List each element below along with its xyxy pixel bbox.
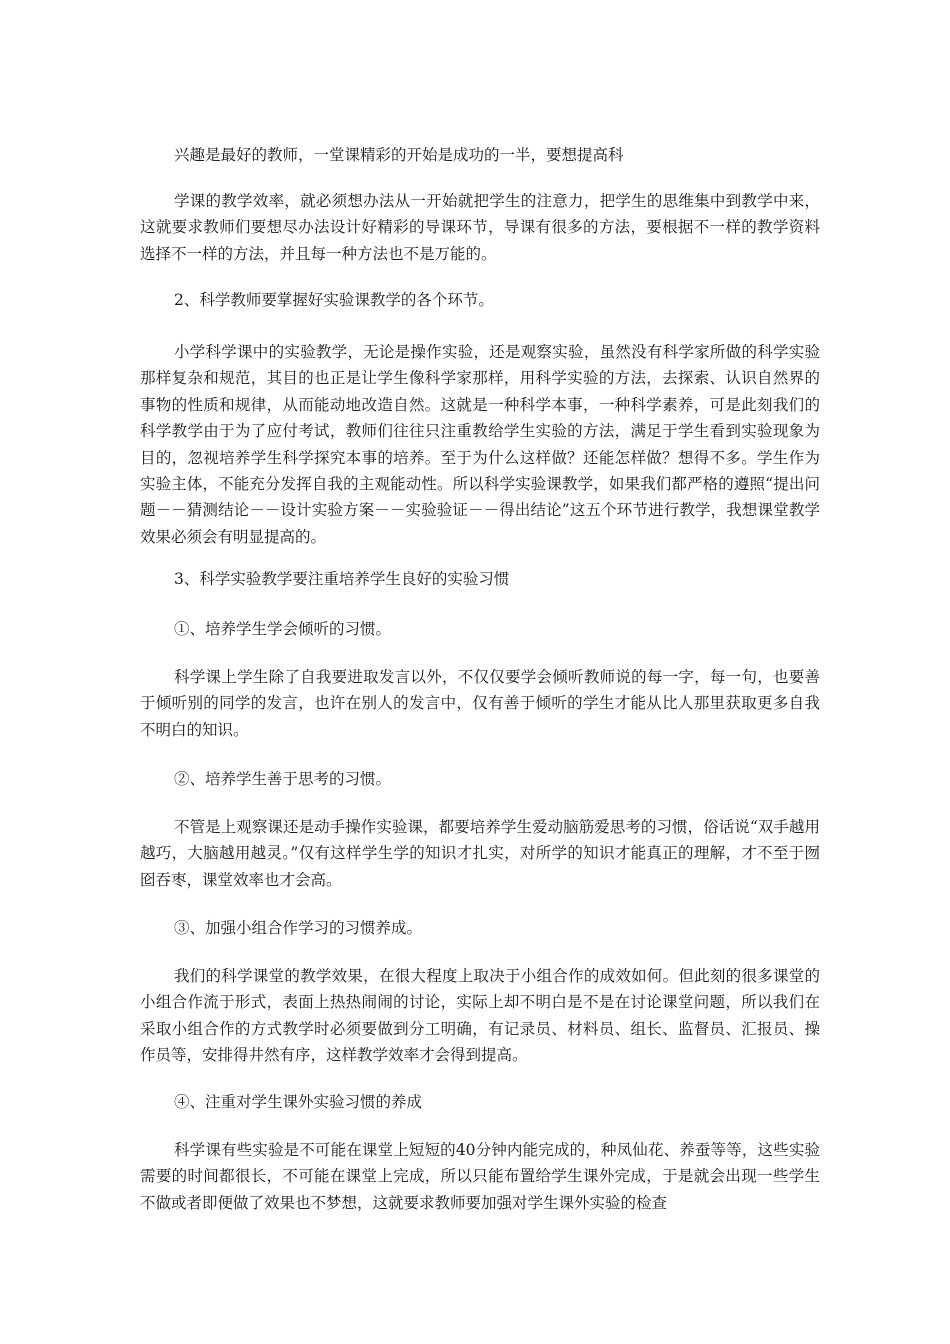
- paragraph-listening-habit: 科学课上学生除了自我要进取发言以外，不仅仅要学会倾听教师说的每一字，每一句，也要善于倾听别的同学的发言，也许在别人的发言中，仅有善于倾听的学生才能从比人那里获取更多自我不明白的知识。: [140, 668, 820, 739]
- paragraph-group-cooperation: 我们的科学课堂的教学效果，在很大程度上取决于小组合作的成效如何。但此刻的很多课堂的小组合作流于形式，表面上热热闹闹的讨论，实际上却不明白是不是在讨论课堂问题，所以我们在采取小组合作的方式教学时必须要做到分工明确，有记录员、材料员、组长、监督员、汇报员、操作员等，安排得井然有序，这样教学效率才会得到提高。: [140, 967, 820, 1065]
- paragraph-experiment-teaching: 小学科学课中的实验教学，无论是操作实验，还是观察实验，虽然没有科学家所做的科学实验那样复杂和规范，其目的也正是让学生像科学家那样，用科学实验的方法，去探索、认识自然界的事物的性质和规律，从而能动地改造自然。这就是一种科学本事，一种科学素养，可是此刻我们的科学教学由于为了应付考试，教师们往往只注重教给学生实验的方法，满足于学生看到实验现象为目的，忽视培养学生科学探究本事的培养。至于为什么这样做？还能怎样做？想得不多。学生作为实验主体，不能充分发挥自我的主观能动性。所以科学实验课教学，如果我们都严格的遵照“提出问题－－猜测结论－－设计实验方案－－实验验证－－得出结论”这五个环节进行教学，我想课堂教学效果必须会有明显提高的。: [140, 343, 820, 546]
- paragraph-intro-line: 兴趣是最好的教师，一堂课精彩的开始是成功的一半，要想提高科: [174, 146, 624, 164]
- subheading-group-cooperation: ③、加强小组合作学习的习惯养成。: [174, 919, 423, 937]
- subheading-listening-habit: ①、培养学生学会倾听的习惯。: [174, 620, 392, 638]
- section-heading-3: 3、科学实验教学要注重培养学生良好的实验习惯: [174, 570, 510, 588]
- subheading-thinking-habit: ②、培养学生善于思考的习惯。: [174, 770, 392, 788]
- paragraph-thinking-habit: 不管是上观察课还是动手操作实验课，都要培养学生爱动脑筋爱思考的习惯，俗话说“双手越用越巧，大脑越用越灵。”仅有这样学生学的知识才扎实，对所学的知识才能真正的理解，才不至于囫囵吞枣，课堂效率也才会高。: [140, 818, 820, 889]
- paragraph-lead-in-methods: 学课的教学效率，就必须想办法从一开始就把学生的注意力，把学生的思维集中到教学中来，这就要求教师们要想尽办法设计好精彩的导课环节，导课有很多的方法，要根据不一样的教学资料选择不一样的方法，并且每一种方法也不是万能的。: [140, 192, 820, 263]
- paragraph-outside-experiments: 科学课有些实验是不可能在课堂上短短的40分钟内能完成的，种凤仙花、养蚕等等，这些实验需要的时间都很长，不可能在课堂上完成，所以只能布置给学生课外完成，于是就会出现一些学生不做或者即便做了效果也不梦想，这就要求教师要加强对学生课外实验的检查: [140, 1141, 820, 1212]
- section-heading-2: 2、科学教师要掌握好实验课教学的各个环节。: [174, 291, 494, 309]
- subheading-outside-experiments: ④、注重对学生课外实验习惯的养成: [174, 1093, 423, 1111]
